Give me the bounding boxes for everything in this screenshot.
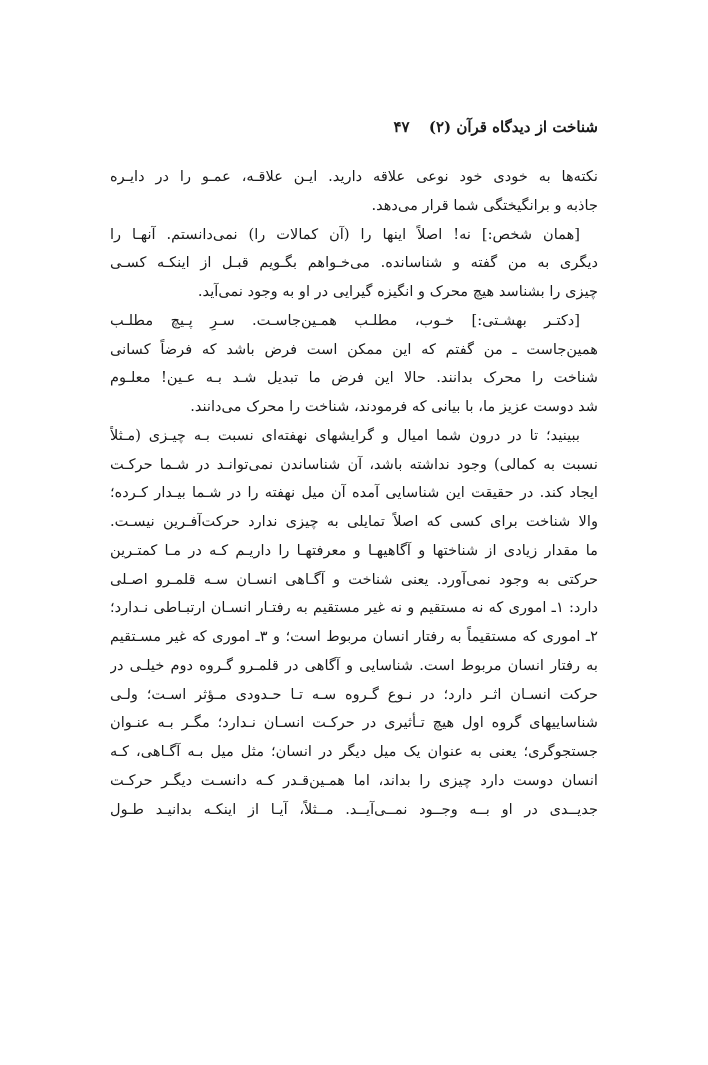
text-line: شناساییهای گروه اول هیچ تـأثیری در حرکـت انسـان نـدارد؛ مگـر بـه عنـوان: [110, 714, 598, 732]
page-number: ۴۷: [393, 118, 410, 136]
text-line: دیگری به من گفته و شناسانده. می‌خـواهم بگـویم قبـل از اینکـه کسـی: [110, 254, 598, 272]
text-line: همین‌جاست ـ من گفتم که این ممکن است فرض باشد که فرضاً کسانی: [110, 340, 598, 358]
text-line: ۲ـ اموری که مستقیماً به رفتار انسان مربوط است؛ و ۳ـ اموری که غیر مسـتقیم: [110, 628, 598, 645]
text-line: انسان دوست دارد چیزی را بداند، اما همـین‌قـدر کـه دانسـت دیگـر حرکـت: [110, 771, 598, 789]
body-text: [110, 163, 598, 824]
text-line: نکته‌ها به خودی خود نوعی علاقه دارید. ایـن علاقـه، عمـو را در دایـره: [110, 168, 598, 185]
text-line: جدیــدی در او بــه وجــود نمــی‌آیــد. مــثلاً، آیـا از اینکـه بدانیـد طـول: [110, 800, 598, 818]
text-line: ایجاد کند. در حقیقت این شناسایی آمده آن میل نهفته را در شـما بیـدار کـرده؛: [110, 484, 598, 502]
text-line: والا شناخت برای کسی که اصلاً تمایلی به چیزی ندارد حرکت‌آفـرین نیسـت.: [110, 513, 598, 530]
chapter-title: شناخت از دیدگاه قرآن (۲): [428, 118, 598, 136]
text-line: به رفتار انسان مربوط است. شناسایی و آگاهی در قلمـرو گـروه دوم خیلـی در: [110, 656, 598, 674]
text-line: جاذبه و برانگیختگی شما قرار می‌دهد.: [371, 196, 598, 214]
running-header: [393, 118, 598, 136]
text-line: شد دوست عزیز ما، با بیانی که فرمودند، شناخت را محرک می‌دانند.: [190, 398, 598, 415]
text-line: نسبت به کمالی) وجود نداشته باشد، آن شناساندن نمی‌توانـد در شـما حرکـت: [110, 455, 598, 473]
text-line: [دکتـر بهشـتی:] خـوب، مطلـب همـین‌جاسـت. سـرِ پـیچ مطلـب: [110, 311, 580, 329]
text-line: حرکت انسـان اثـر دارد؛ در نـوع گـروه سـه تـا حـدودی مـؤثر اسـت؛ ولـی: [110, 685, 598, 703]
text-line: چیزی را بشناسد هیچ محرک و انگیزه گیرایی در او به وجود نمی‌آید.: [197, 283, 598, 300]
text-line: شناخت را محرک بدانند. حالا این فرض ما تبدیل شـد بـه عـین! معلـوم: [110, 369, 598, 387]
text-line: [همان شخص:] نه! اصلاً اینها را (آن کمالات را) نمی‌دانستم. آنهـا را: [110, 225, 580, 243]
text-line: ببینید؛ تا در درون شما امیال و گرایشهای نهفته‌ای نسبت بـه چیـزی (مـثلاً: [110, 426, 580, 444]
text-line: حرکتی به وجود نمی‌آورد. یعنی شناخت و آگـاهی انسـان سـه قلمـرو اصـلی: [110, 570, 598, 588]
text-line: جستجوگری؛ یعنی به عنوان یک میل دیگر در انسان؛ مثل میل بـه آگـاهی، کـه: [110, 743, 598, 760]
text-line: ما مقدار زیادی از شناختها و آگاهیهـا و معرفتهـا را داریـم کـه در مـا کمتـرین: [110, 541, 598, 559]
text-line: دارد: ۱ـ اموری که نه مستقیم و نه غیر مستقیم به رفتـار انسـان ارتبـاطی نـدارد؛: [110, 599, 598, 617]
